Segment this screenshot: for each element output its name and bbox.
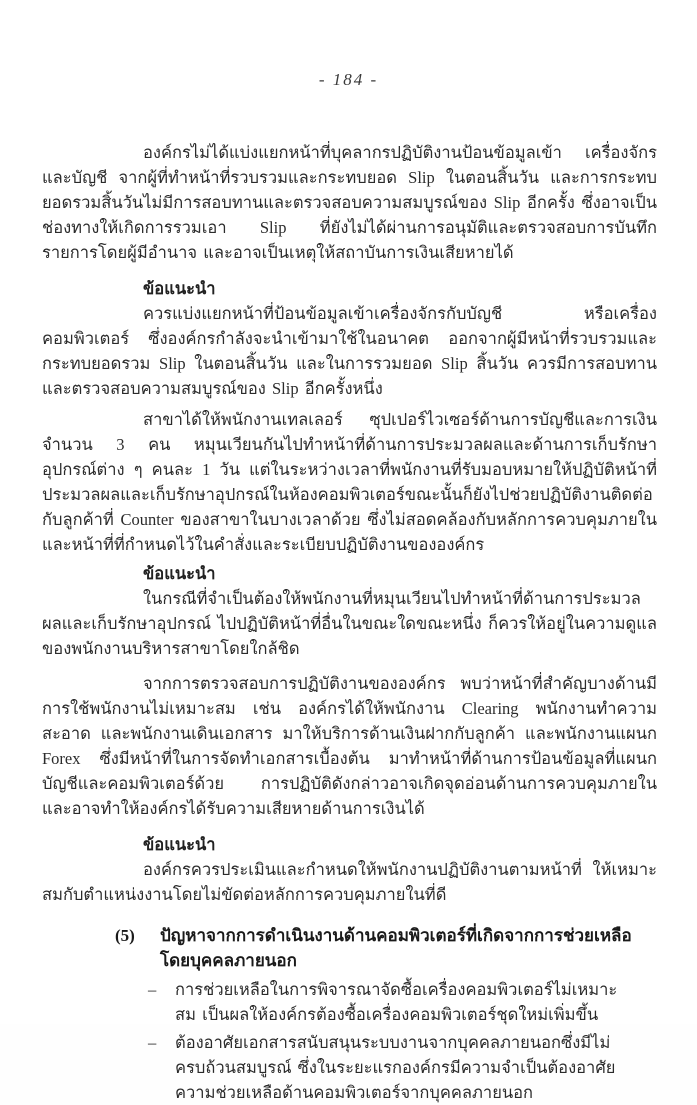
recommendation-heading: ข้อแนะนำ: [143, 279, 216, 298]
recommendation-heading: ข้อแนะนำ: [143, 564, 216, 583]
section-5-title: ปัญหาจากการดำเนินงานด้านคอมพิวเตอร์ที่เกิดจากการช่วยเหลือโดยบุคคลภายนอก: [160, 926, 632, 970]
bullet-item: [148, 1030, 630, 1105]
body-paragraph: องค์กรควรประเมินและกำหนดให้พนักงานปฏิบัติงานตามหน้าที่ ให้เหมาะสมกับตำแหน่งงานโดยไม่ขัดต่อหลักการควบคุมภายในที่ดี: [42, 860, 657, 904]
body-paragraph: สาขาได้ให้พนักงานเทลเลอร์ ซุปเปอร์ไวเซอร์ด้านการบัญชีและการเงินจำนวน 3 คน หมุนเวียนกันไปทำหน้าที่ด้านการประมวลผลและด้านการเก็บรักษาอุปกรณ์ต่าง ๆ คนละ 1 วัน แต่ในระหว่างเวลาที่พนักงานที่รับมอบหมายให้ปฏิบัติหน้าที่ประมวลผลและเก็บรักษาอุปกรณ์ในห้องคอมพิวเตอร์ขณะนั้นก็ยังไปช่วยปฏิบัติงานติดต่อกับลูกค้าที่ Counter ของสาขาในบางเวลาด้วย ซึ่งไม่สอดคล้องกับหลักการควบคุมภายใน และหน้าที่ที่กำหนดไว้ในคำสั่งและระเบียบปฏิบัติงานขององค์กร: [42, 410, 657, 554]
document-body: [42, 140, 657, 1105]
section-5-number: (5): [115, 926, 135, 945]
section-5-bullet-list: [148, 977, 630, 1105]
page-number: - 184 -: [318, 70, 379, 89]
body-paragraph: ควรแบ่งแยกหน้าที่ป้อนข้อมูลเข้าเครื่องจักรกับบัญชี หรือเครื่องคอมพิวเตอร์ ซึ่งองค์กรกำลังจะนำเข้ามาใช้ในอนาคต ออกจากผู้มีหน้าที่รวบรวมและกระทบยอดรวม Slip ในตอนสิ้นวัน และในการรวมยอด Slip สิ้นวัน ควรมีการสอบทานและตรวจสอบความสมบูรณ์ของ Slip อีกครั้งหนึ่ง: [42, 304, 657, 398]
body-paragraph: ในกรณีที่จำเป็นต้องให้พนักงานที่หมุนเวียนไปทำหน้าที่ด้านการประมวลผลและเก็บรักษาอุปกรณ์ ไปปฏิบัติหน้าที่อื่นในขณะใดขณะหนึ่ง ก็ควรให้อยู่ในความดูแลของพนักงานบริหารสาขาโดยใกล้ชิด: [42, 589, 657, 658]
bullet-text: การช่วยเหลือในการพิจารณาจัดซื้อเครื่องคอมพิวเตอร์ไม่เหมาะสม เป็นผลให้องค์กรต้องซื้อเครื่องคอมพิวเตอร์ชุดใหม่เพิ่มขึ้น: [175, 980, 618, 1024]
dash-bullet-marker: –: [148, 980, 157, 999]
body-paragraph: องค์กรไม่ได้แบ่งแยกหน้าที่บุคลากรปฏิบัติงานป้อนข้อมูลเข้า เครื่องจักรและบัญชี จากผู้ที่ทำหน้าที่รวบรวมและกระทบยอด Slip ในตอนสิ้นวัน และการกระทบยอดรวมสิ้นวันไม่มีการสอบทานและตรวจสอบความสมบูรณ์ของ Slip อีกครั้ง ซึ่งอาจเป็นช่องทางให้เกิดการรวมเอา Slip ที่ยังไม่ได้ผ่านการอนุมัติและตรวจสอบการบันทึกรายการโดยผู้มีอำนาจ และอาจเป็นเหตุให้สถาบันการเงินเสียหายได้: [42, 143, 657, 262]
body-paragraph: จากการตรวจสอบการปฏิบัติงานขององค์กร พบว่าหน้าที่สำคัญบางด้านมีการใช้พนักงานไม่เหมาะสม เช่น องค์กรได้ให้พนักงาน Clearing พนักงานทำความสะอาด และพนักงานเดินเอกสาร มาให้บริการด้านเงินฝากกับลูกค้า และพนักงานแผนก Forex ซึ่งมีหน้าที่ในการจัดทำเอกสารเบื้องต้น มาทำหน้าที่ด้านการป้อนข้อมูลที่แผนกบัญชีและคอมพิวเตอร์ด้วย การปฏิบัติดังกล่าวอาจเกิดจุดอ่อนด้านการควบคุมภายใน และอาจทำให้องค์กรได้รับความเสียหายด้านการเงินได้: [42, 674, 657, 818]
section-5-heading: [115, 923, 657, 973]
bullet-item: [148, 977, 630, 1027]
bullet-text: ต้องอาศัยเอกสารสนับสนุนระบบงานจากบุคคลภายนอกซึ่งมีไม่ครบถ้วนสมบูรณ์ ซึ่งในระยะแรกองค์กรมีความจำเป็นต้องอาศัยความช่วยเหลือด้านคอมพิวเตอร์จากบุคคลภายนอก: [175, 1033, 616, 1102]
dash-bullet-marker: –: [148, 1033, 157, 1052]
recommendation-heading: ข้อแนะนำ: [143, 835, 216, 854]
